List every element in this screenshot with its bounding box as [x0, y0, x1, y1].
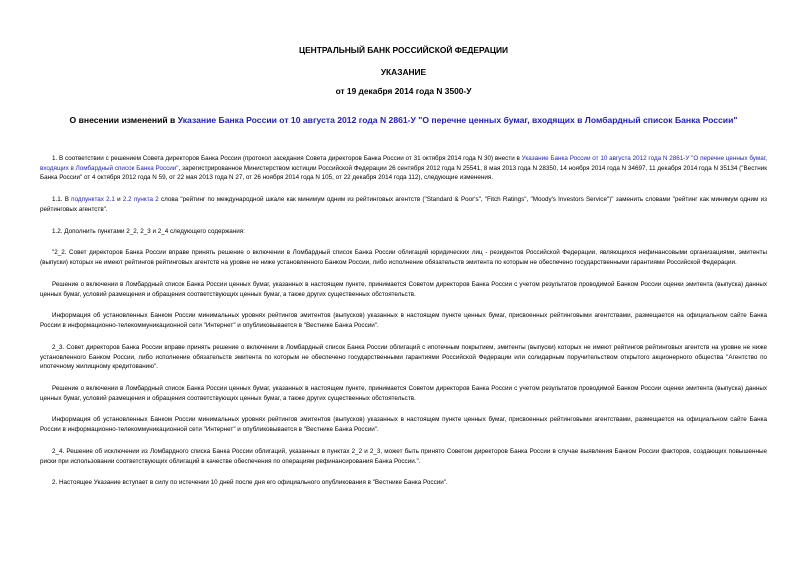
paragraph-1-link[interactable]: Указание Банка России от 10 августа 2012 года N 2861-У "О перечне ценных бумаг, входящих в Ломбардный список Банка России": [40, 155, 767, 172]
paragraph-1-1-text-a: 1.1. В: [52, 196, 72, 204]
paragraph-1: [40, 154, 767, 183]
paragraph-1-1: [40, 195, 767, 214]
title-link[interactable]: Указание Банка России от 10 августа 2012 года N 2861-У "О перечне ценных бумаг, входящих в Ломбардный список Банка России": [177, 115, 738, 125]
title-prefix: О внесении изменений в: [69, 115, 178, 125]
subparagraph-2-2-link[interactable]: 2.2 пункта 2: [122, 196, 159, 204]
paragraph-1-text-b: , зарегистрированное Министерством юстиции Российской Федерации 26 сентября 2012 года N 25541, 8 мая 2013 года N 28350, 14 ноября 2014 года N 34697, 11 декабря 2014 года N 35134 ("Вестник Банка России" от 4 октября 2012 года N 59, от 22 мая 2013 года N 27, от 26 ноября 2014 года N 105, от 22 декабря 2014 года 112), следующие изменения.: [40, 164, 767, 182]
paragraph-2-2: "2_2. Совет директоров Банка России вправе принять решение о включении в Ломбардный список Банка России облигаций юридических лиц - резидентов Российской Федерации, являющихся нефинансовыми организациями, эмитенты (выпуски) которых не имеют рейтингов рейтинговых агентств на уровне не ниже установленного Банком России, либо исполнение обязательств эмитента по которым не обеспечено государственными гарантиями Российской Федерации.: [40, 249, 767, 267]
date-number-heading: от 19 декабря 2014 года N 3500-У: [335, 86, 472, 96]
paragraph-2-3: 2_3. Совет директоров Банка России вправе принять решение о включении в Ломбардный список Банка России облигаций с ипотечным покрытием, эмитенты (выпуски) которых не имеют рейтингов рейтинговых агентств на уровне не ниже установленного Банком России, либо исполнение обязательств эмитента по которым не обеспечено государственными гарантиями Российской Федерации или солидарным поручительством открытого акционерного общества "Агентство по ипотечному жилищному кредитованию".: [40, 343, 767, 371]
issuer-heading: ЦЕНТРАЛЬНЫЙ БАНК РОССИЙСКОЙ ФЕДЕРАЦИИ: [298, 45, 509, 55]
document-body: [40, 154, 767, 500]
paragraph-2-3-info: Информация об установленных Банком России минимальных уровнях рейтингов эмитентов (выпусков) указанных в настоящем пункте ценных бумаг, присвоенных рейтинговыми агентствами, размещается на официальном сайте Банка России в информационно-телекоммуникационной сети "Интернет" и опубликовывается в "Вестнике Банка России".: [40, 416, 767, 434]
paragraph-2: 2. Настоящее Указание вступает в силу по истечении 10 дней после дня его официального опубликования в "Вестнике Банка России".: [52, 479, 448, 487]
subparagraph-2-1-link[interactable]: подпунктах 2.1: [71, 196, 115, 204]
paragraph-2-2-info: Информация об установленных Банком России минимальных уровнях рейтингов эмитентов (выпусков) указанных в настоящем пункте ценных бумаг, присвоенных рейтинговыми агентствами, размещается на официальном сайте Банка России в информационно-телекоммуникационной сети "Интернет" и опубликовывается в "Вестнике Банка России".: [40, 312, 767, 330]
paragraph-2-4: 2_4. Решение об исключении из Ломбардного списка Банка России облигаций, указанных в пунктах 2_2 и 2_3, может быть принято Советом директоров Банка России в случае выявления Банком России факторов, создающих повышенные риски при использовании соответствующих облигаций в качестве обеспечения по операциям рефинансирования Банка России.".: [40, 447, 767, 465]
paragraph-1-1-text-b: слова "рейтинг по международной шкале как минимум одним из рейтинговых агентств ("Standard & Poor's", "Fitch Ratings", "Moody's Investors Service")" заменить словами "рейтинг как минимум одним из рейтинговых агентств".: [40, 196, 767, 213]
paragraph-1-2: 1.2. Дополнить пунктами 2_2, 2_3 и 2_4 следующего содержания:: [52, 227, 245, 235]
document-type-heading: УКАЗАНИЕ: [380, 67, 427, 77]
paragraph-2-3-decision: Решение о включении в Ломбардный список Банка России ценных бумаг, указанных в настоящем пункте, принимается Советом директоров Банка России с учетом результатов проводимой Банком России оценки эмитента (выпуска) данных ценных бумаг, условий размещения и обращения соответствующих ценных бумаг, а также других существенных обстоятельств.: [40, 384, 767, 402]
paragraph-2-2-decision: Решение о включении в Ломбардный список Банка России ценных бумаг, указанных в настоящем пункте, принимается Советом директоров Банка России с учетом результатов проводимой Банком России оценки эмитента (выпуска) данных ценных бумаг, условий размещения и обращения соответствующих ценных бумаг, а также других существенных обстоятельств.: [40, 280, 767, 298]
document-title: [40, 115, 767, 126]
paragraph-1-text-a: 1. В соответствии с решением Совета директоров Банка России (протокол заседания Совета директоров Банка России от 31 октября 2014 года N 30) внести в: [52, 155, 522, 162]
paragraph-1-1-text-mid: и: [114, 196, 123, 204]
